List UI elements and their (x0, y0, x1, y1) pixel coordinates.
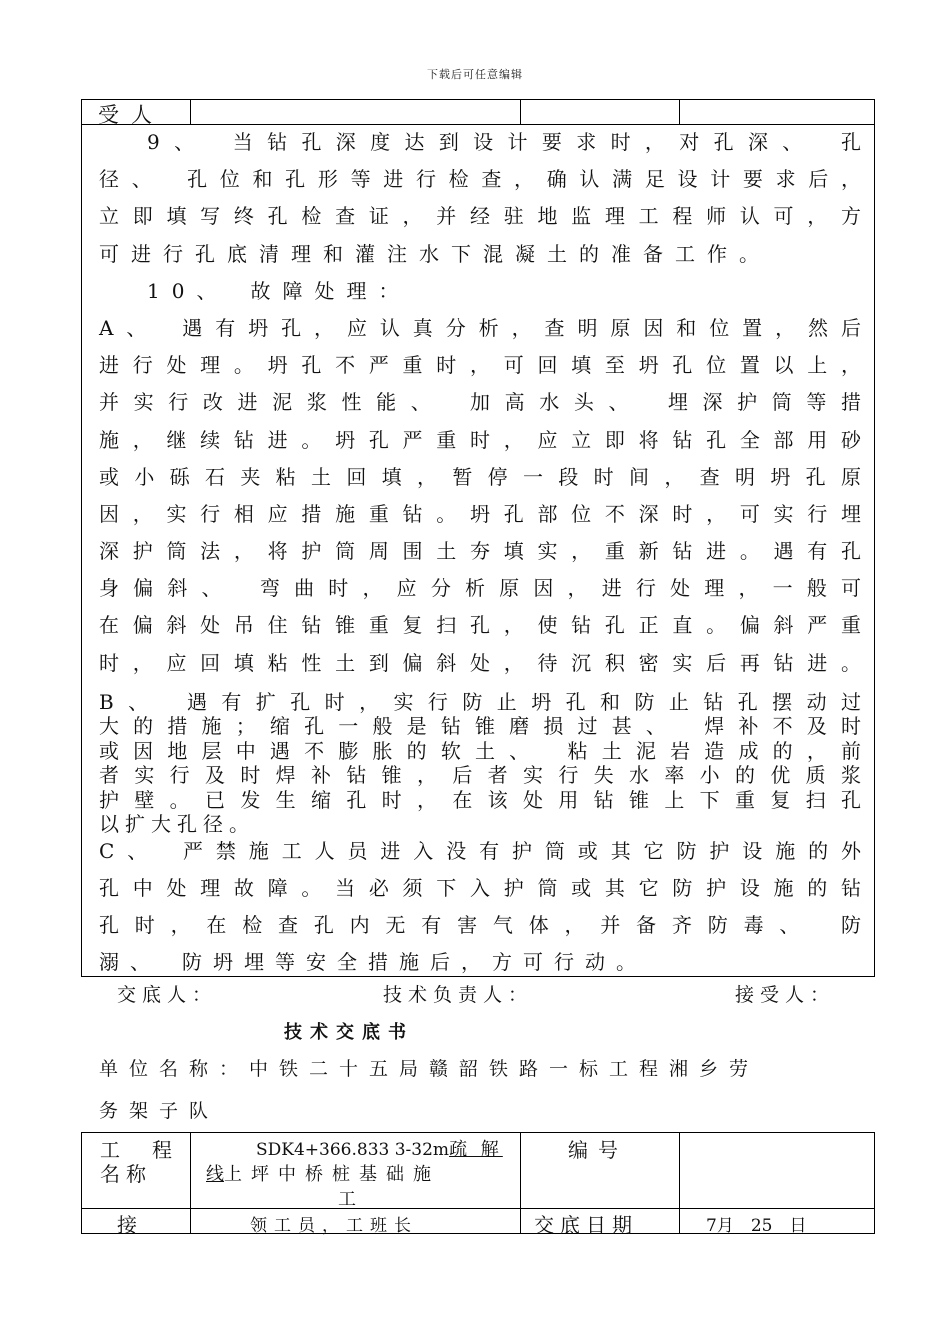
project-name-line2: 线上坪中桥桩基础施 (206, 1164, 440, 1185)
text-line: C、 严禁施工人员进入没有护筒或其它防护设施的外 (99, 838, 861, 863)
receiver-label: 接受人： (735, 984, 836, 1006)
handover-date-label: 交底日期 (534, 1213, 638, 1237)
tech-lead-label: 技术负责人： (383, 984, 534, 1006)
paragraph-9 (99, 124, 861, 161)
handover-person-label: 交底人： (117, 984, 218, 1006)
unit-name-line-1: 单位名称：中铁二十五局赣韶铁路一标工程湘乡劳 (99, 1058, 760, 1080)
header-cell-receiver: 受人 (98, 103, 164, 127)
text-line: 在偏斜处吊住钻锥重复扫孔，使钻孔正直。偏斜严重 (99, 613, 861, 638)
text-line: 孔时，在检查孔内无有害气体，并备齐防毒、 防 (99, 913, 861, 938)
document-title: 技术交底书 (284, 1022, 414, 1043)
paragraph-c (99, 833, 861, 982)
unit-name-line-2: 务架子队 (99, 1100, 220, 1122)
project-label-line1: 工 程 (100, 1138, 178, 1162)
text-line: 大的措施；缩孔一般是钻锥磨损过甚、 焊补不及时 (99, 714, 861, 739)
col-divider (520, 100, 521, 124)
col-divider (190, 1133, 191, 1233)
text-line: 可进行孔底清理和灌注水下混凝土的准备工作。 (99, 241, 771, 266)
text-line: 并实行改进泥浆性能、 加高水头、 埋深护筒等措 (99, 390, 861, 415)
paragraph-9-cont (99, 161, 861, 273)
project-name-line1: SDK4+366.833 3-32m疏 解 (256, 1139, 503, 1160)
text-line: 身偏斜、 弯曲时，应分析原因，进行处理，一般可 (99, 576, 861, 601)
text-line: 深护筒法，将护筒周围土夯填实，重新钻进。遇有孔 (99, 539, 861, 564)
text-line: 径、 孔位和孔形等进行检查，确认满足设计要求后， (99, 167, 861, 192)
col-divider (679, 100, 680, 124)
col-divider (190, 100, 191, 124)
receive-label: 接 (117, 1213, 137, 1237)
text-line: 者实行及时焊补钻锥，后者实行失水率小的优质浆 (99, 763, 861, 788)
text-line: A、 遇有坍孔，应认真分析，查明原因和位置，然后 (99, 315, 861, 340)
handover-date-value: 7月 25 日 (706, 1216, 807, 1236)
technical-content-table (81, 99, 875, 977)
text-line: 溺、 防坍埋等安全措施后，方可行动。 (99, 950, 647, 975)
text-line: B、 遇有扩孔时，实行防止坍孔和防止钻孔摆动过 (99, 689, 861, 714)
paragraph-10-heading: 10、 故障处理： (147, 278, 411, 303)
watermark: 下载后可任意编辑 (427, 68, 523, 81)
paragraph-a (99, 310, 861, 682)
signature-row (0, 980, 950, 1006)
text-line: 以扩大孔径。 (99, 812, 255, 837)
project-name-line3: 工 (338, 1189, 356, 1210)
project-info-table (81, 1132, 875, 1237)
content-body (99, 124, 861, 982)
number-label: 编号 (568, 1138, 628, 1162)
text-line: 或小砾石夹粘土回填，暂停一段时间，查明坍孔原 (99, 464, 861, 489)
col-divider (679, 1133, 680, 1233)
row-divider (82, 1208, 874, 1209)
text-line: 进行处理。坍孔不严重时，可回填至坍孔位置以上， (99, 353, 861, 378)
text-line: 或因地层中遇不膨胀的软土、 粘土泥岩造成的，前 (99, 738, 861, 763)
text-line: 9、 当钻孔深度达到设计要求时，对孔深、 孔 (147, 130, 861, 154)
paragraph-b (99, 690, 861, 837)
project-label-line2: 名称 (100, 1162, 152, 1186)
text-line: 立即填写终孔检查证，并经驻地监理工程师认可，方 (99, 204, 861, 229)
text-line: 时，应回填粘性土到偏斜处，待沉积密实后再钻进。 (99, 650, 861, 675)
text-line: 因，实行相应措施重钻。坍孔部位不深时，可实行埋 (99, 501, 861, 526)
col-divider (520, 1133, 521, 1233)
text-line: 护壁。已发生缩孔时，在该处用钻锥上下重复扫孔 (99, 787, 861, 812)
receive-value: 领工员，工班长 (250, 1216, 418, 1236)
header-row (82, 100, 874, 125)
text-line: 孔中处理故障。当必须下入护筒或其它防护设施的钻 (99, 876, 861, 900)
text-line: 施，继续钻进。坍孔严重时，应立即将钻孔全部用砂 (99, 427, 861, 452)
